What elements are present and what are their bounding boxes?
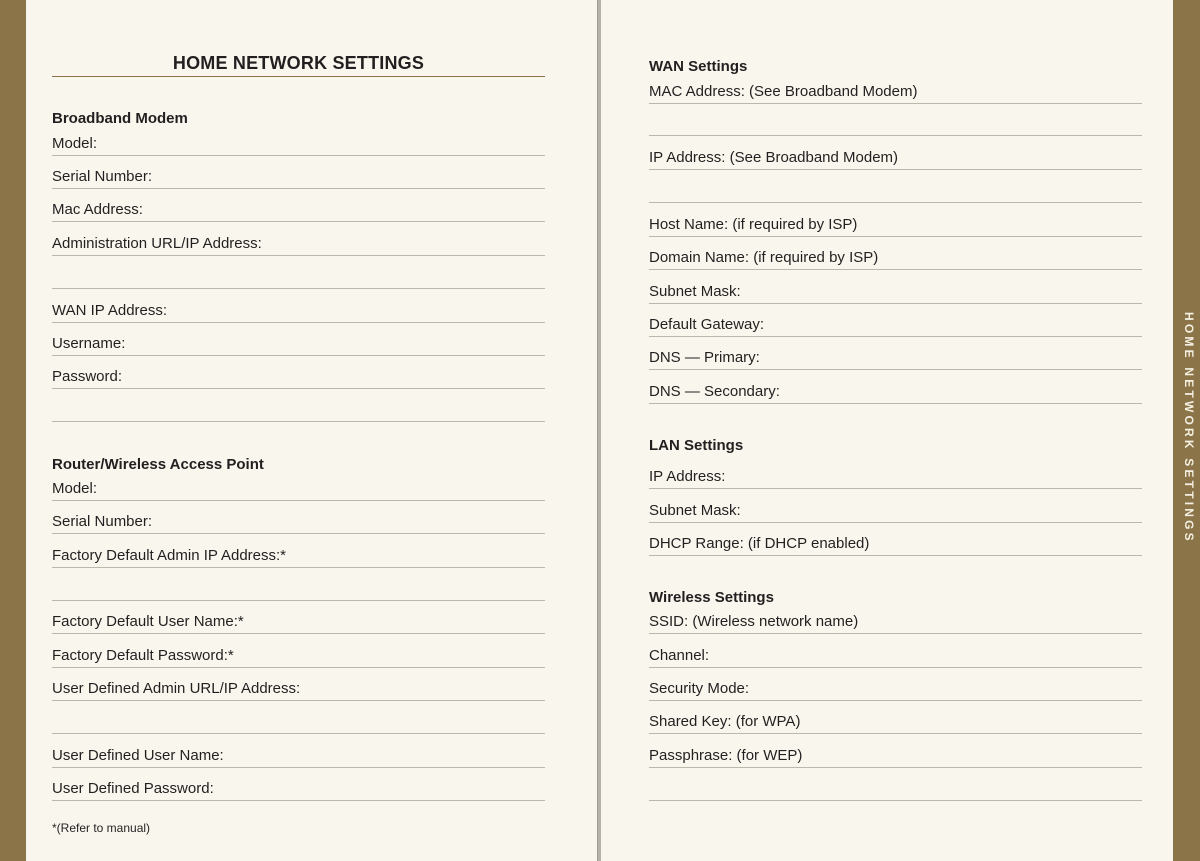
wan-gateway-field[interactable]: Default Gateway: bbox=[649, 316, 1142, 337]
wireless-blank-line[interactable] bbox=[649, 800, 1142, 801]
modem-heading: Broadband Modem bbox=[52, 110, 188, 127]
side-tab-label: HOME NETWORK SETTINGS bbox=[1182, 312, 1196, 544]
router-heading: Router/Wireless Access Point bbox=[52, 456, 264, 473]
router-model-field[interactable]: Model: bbox=[52, 480, 545, 501]
modem-admin-url-field[interactable]: Administration URL/IP Address: bbox=[52, 235, 545, 256]
router-factory-admin-ip-extra-line[interactable] bbox=[52, 600, 545, 601]
wireless-shared-key-field[interactable]: Shared Key: (for WPA) bbox=[649, 713, 1142, 734]
modem-model-field[interactable]: Model: bbox=[52, 135, 545, 156]
wan-mac-field[interactable]: MAC Address: (See Broadband Modem) bbox=[649, 83, 1142, 104]
wireless-heading: Wireless Settings bbox=[649, 589, 774, 606]
left-page bbox=[26, 0, 598, 861]
modem-mac-field[interactable]: Mac Address: bbox=[52, 201, 545, 222]
router-user-name-field[interactable]: User Defined User Name: bbox=[52, 747, 545, 768]
modem-blank-line[interactable] bbox=[52, 421, 545, 422]
modem-admin-url-extra-line[interactable] bbox=[52, 288, 545, 289]
wireless-security-field[interactable]: Security Mode: bbox=[649, 680, 1142, 701]
router-user-password-field[interactable]: User Defined Password: bbox=[52, 780, 545, 801]
lan-ip-field[interactable]: IP Address: bbox=[649, 468, 1142, 489]
wireless-channel-field[interactable]: Channel: bbox=[649, 647, 1142, 668]
router-user-admin-url-field[interactable]: User Defined Admin URL/IP Address: bbox=[52, 680, 545, 701]
lan-dhcp-field[interactable]: DHCP Range: (if DHCP enabled) bbox=[649, 535, 1142, 556]
modem-serial-field[interactable]: Serial Number: bbox=[52, 168, 545, 189]
modem-wan-ip-field[interactable]: WAN IP Address: bbox=[52, 302, 545, 323]
lan-heading: LAN Settings bbox=[649, 437, 744, 454]
router-factory-password-field[interactable]: Factory Default Password:* bbox=[52, 647, 545, 668]
wan-subnet-field[interactable]: Subnet Mask: bbox=[649, 283, 1142, 304]
router-user-admin-url-extra-line[interactable] bbox=[52, 733, 545, 734]
page-title: HOME NETWORK SETTINGS bbox=[172, 53, 425, 73]
title-underline bbox=[52, 76, 545, 77]
wan-heading: WAN Settings bbox=[649, 58, 748, 75]
wan-domain-field[interactable]: Domain Name: (if required by ISP) bbox=[649, 249, 1142, 270]
wan-mac-extra-line[interactable] bbox=[649, 135, 1142, 136]
modem-username-field[interactable]: Username: bbox=[52, 335, 545, 356]
wan-dns-primary-field[interactable]: DNS — Primary: bbox=[649, 349, 1142, 370]
lan-subnet-field[interactable]: Subnet Mask: bbox=[649, 502, 1142, 523]
router-factory-user-field[interactable]: Factory Default User Name:* bbox=[52, 613, 545, 634]
wireless-passphrase-field[interactable]: Passphrase: (for WEP) bbox=[649, 747, 1142, 768]
router-factory-admin-ip-field[interactable]: Factory Default Admin IP Address:* bbox=[52, 547, 545, 568]
router-serial-field[interactable]: Serial Number: bbox=[52, 513, 545, 534]
modem-password-field[interactable]: Password: bbox=[52, 368, 545, 389]
wireless-ssid-field[interactable]: SSID: (Wireless network name) bbox=[649, 613, 1142, 634]
wan-ip-field[interactable]: IP Address: (See Broadband Modem) bbox=[649, 149, 1142, 170]
wan-host-field[interactable]: Host Name: (if required by ISP) bbox=[649, 216, 1142, 237]
footnote: *(Refer to manual) bbox=[52, 821, 151, 835]
wan-ip-extra-line[interactable] bbox=[649, 202, 1142, 203]
wan-dns-secondary-field[interactable]: DNS — Secondary: bbox=[649, 383, 1142, 404]
